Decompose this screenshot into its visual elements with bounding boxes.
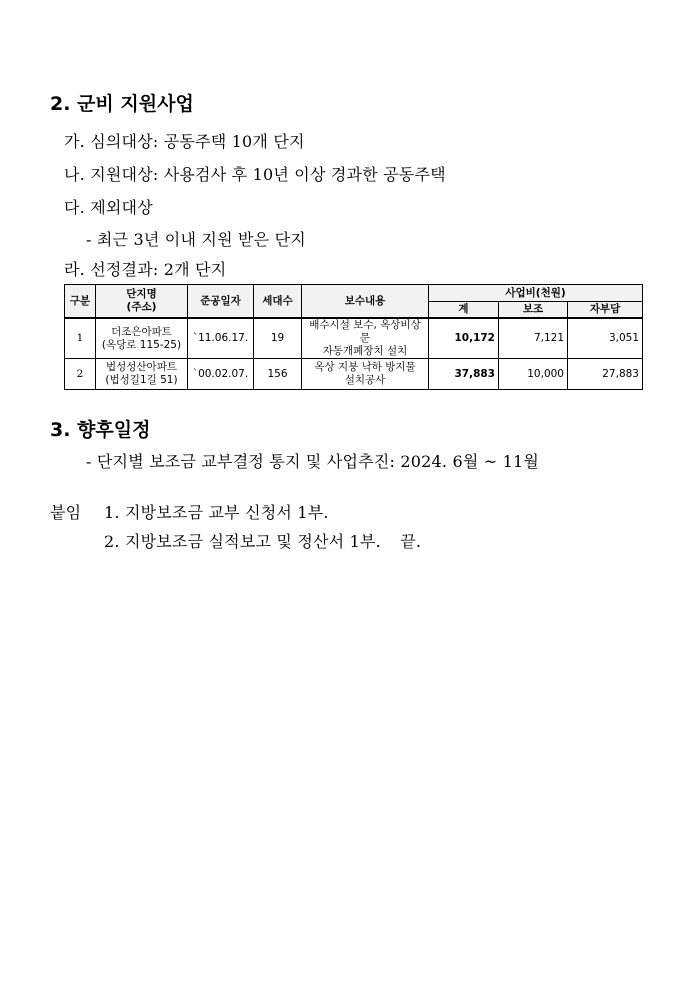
item-da-sub: - 최근 3년 이내 지원 받은 단지	[86, 230, 306, 249]
header-households: 세대수	[254, 285, 302, 319]
attachment-item-1: 1. 지방보조금 교부 신청서 1부.	[104, 503, 329, 522]
row-danji	[96, 318, 188, 359]
row-households: 156	[254, 359, 302, 390]
item-ga: 가. 심의대상: 공동주택 10개 단지	[64, 132, 305, 151]
row-no: 2	[65, 359, 96, 390]
item-da: 다. 제외대상	[64, 198, 153, 217]
row-self: 3,051	[568, 318, 643, 359]
item-na: 나. 지원대상: 사용검사 후 10년 이상 경과한 공동주택	[64, 165, 446, 184]
end-mark: 끝.	[400, 532, 422, 551]
header-total: 계	[429, 302, 499, 319]
header-danji-address: (주소)	[126, 301, 157, 313]
attachment-item-2-text: 2. 지방보조금 실적보고 및 정산서 1부.	[104, 532, 381, 551]
row-repair	[302, 359, 429, 390]
attachment-item-2	[104, 531, 421, 553]
row-name: 법성성산아파트	[105, 361, 177, 373]
header-subsidy: 보조	[499, 302, 568, 319]
row-repair-line2: 설치공사	[344, 374, 386, 386]
row-name: 더조은아파트	[111, 325, 172, 338]
section-3-title: 3. 향후일정	[50, 419, 151, 441]
header-danji	[96, 285, 188, 319]
row-repair	[302, 318, 429, 359]
row-date: `00.02.07.	[188, 359, 254, 390]
attachment-label: 붙임	[50, 503, 82, 522]
header-cost: 사업비(천원)	[429, 285, 643, 302]
row-repair-line1: 옥상 지붕 낙하 방지물	[314, 361, 416, 373]
row-subsidy: 7,121	[499, 318, 568, 359]
row-subsidy: 10,000	[499, 359, 568, 390]
header-date: 준공일자	[188, 285, 254, 319]
row-date: `11.06.17.	[188, 318, 254, 359]
item-ra: 라. 선정결과: 2개 단지	[64, 260, 227, 279]
row-self: 27,883	[568, 359, 643, 390]
row-danji	[96, 359, 188, 390]
header-self: 자부담	[568, 302, 643, 319]
row-address: (옥당로 115-25)	[101, 338, 182, 351]
row-no: 1	[65, 318, 96, 359]
row-repair-line1: 배수시설 보수, 옥상비상문	[309, 319, 421, 344]
table-row	[65, 359, 643, 390]
header-gubun: 구분	[65, 285, 96, 319]
header-repair: 보수내용	[302, 285, 429, 319]
row-total: 10,172	[429, 318, 499, 359]
schedule-item: - 단지별 보조금 교부결정 통지 및 사업추진: 2024. 6월 ~ 11월	[86, 452, 540, 471]
selection-result-table	[64, 284, 643, 390]
row-households: 19	[254, 318, 302, 359]
table-row	[65, 318, 643, 359]
row-address: (법성길1길 51)	[105, 374, 178, 386]
header-danji-name: 단지명	[126, 288, 157, 300]
row-total: 37,883	[429, 359, 499, 390]
row-repair-line2: 자동개폐장치 설치	[322, 345, 408, 357]
section-2-title: 2. 군비 지원사업	[50, 93, 194, 115]
